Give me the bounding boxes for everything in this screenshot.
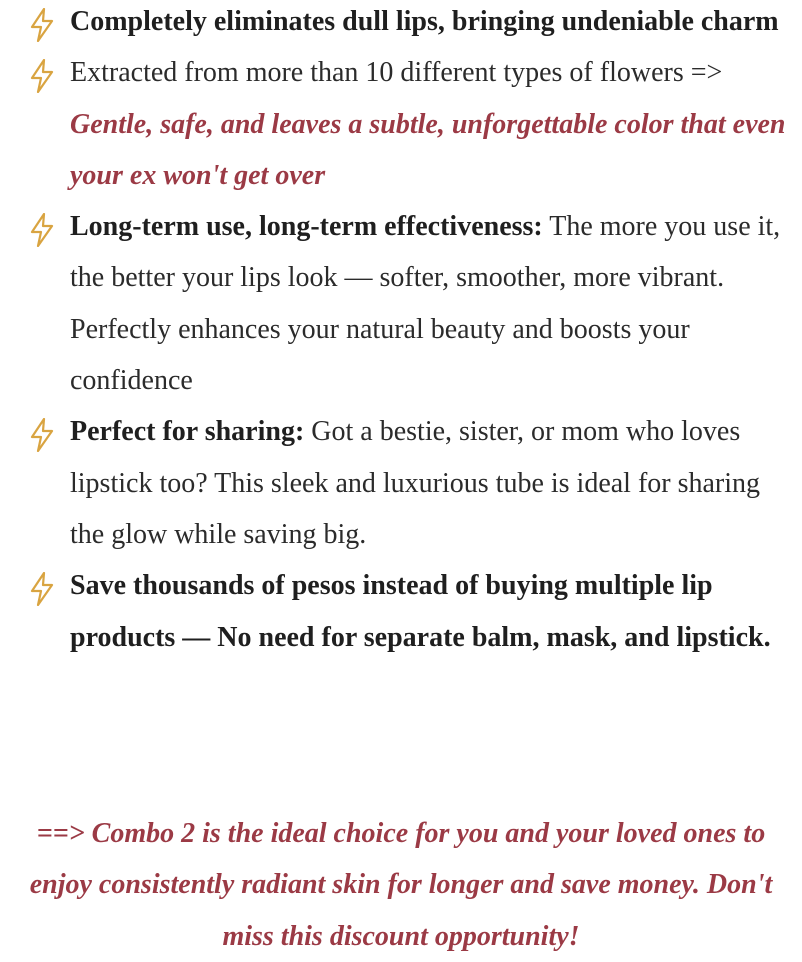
feature-bold-text: Perfect for sharing:: [70, 416, 305, 448]
feature-item: [0, 47, 802, 201]
feature-item: [0, 406, 802, 560]
feature-text: Extracted from more than 10 different types of flowers =>: [70, 57, 723, 89]
lightning-bolt-icon: [29, 418, 55, 452]
feature-text: The more you use it, the better your lips look — softer, smoother, more vibrant. Perfectly enhances your natural beauty and boosts your confidence: [70, 211, 781, 397]
feature-highlight: Gentle, safe, and leaves a subtle, unforgettable color that even your ex won't get over: [70, 108, 786, 191]
feature-bold-text: Completely eliminates dull lips, bringing undeniable charm: [70, 6, 779, 37]
lightning-bolt-icon: [29, 572, 55, 606]
feature-bold-text: Long-term use, long-term effectiveness:: [70, 211, 543, 243]
closing-call-to-action: ==> Combo 2 is the ideal choice for you and your loved ones to enjoy consistently radiant skin for longer and save money. Don't miss this discount opportunity!: [29, 818, 773, 952]
feature-item: [0, 201, 802, 406]
lightning-bolt-icon: [29, 59, 55, 93]
feature-item: [0, 0, 802, 47]
lightning-bolt-icon: [29, 213, 55, 247]
feature-bold-text: Save thousands of pesos instead of buying multiple lip products — No need for separate balm, mask, and lipstick.: [70, 570, 771, 653]
feature-text: Got a bestie, sister, or mom who loves lipstick too? This sleek and luxurious tube is ideal for sharing the glow while saving big.: [70, 416, 761, 550]
lightning-bolt-icon: [29, 8, 55, 42]
feature-item: [0, 560, 802, 663]
